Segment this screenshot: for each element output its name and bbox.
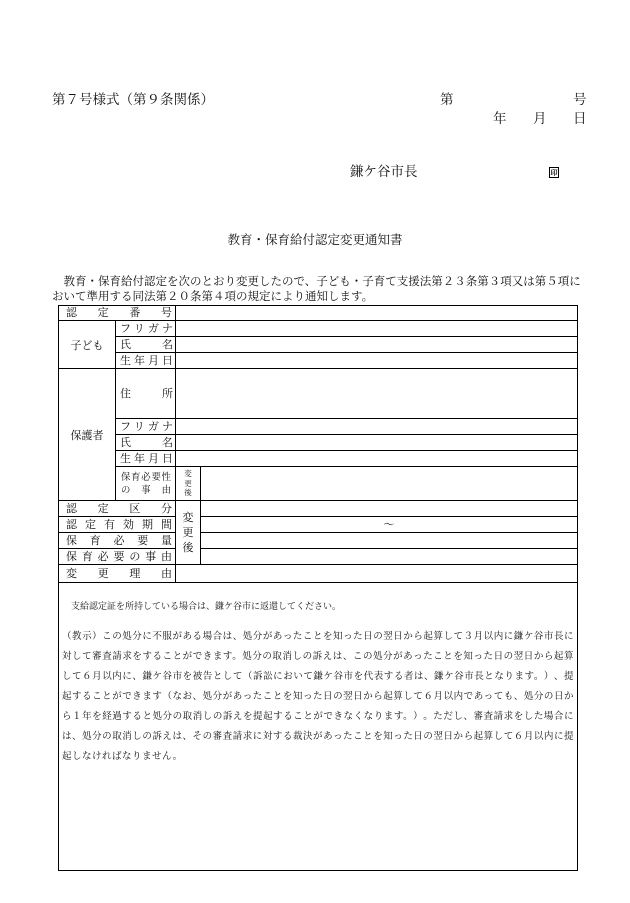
certification-category-label: 認定区分 [59,501,175,516]
validity-period-value: ～ [201,517,577,532]
document-number-prefix: 第 [440,92,454,108]
guardian-birthdate-label: 生年月日 [116,451,175,466]
care-necessity-reason-value [201,467,577,500]
intro-paragraph: 教育・保育給付認定を次のとおり変更したので、子ども・子育て支援法第２３条第３項又は第５項において準用する同法第２０条第４項の規定により通知します。 [52,274,581,303]
child-furigana-value [176,321,577,336]
guardian-birthdate-value [176,451,577,466]
after-change-label: 変更後 [182,511,194,554]
child-birthdate-value [176,353,577,368]
guardian-address-value [176,369,577,418]
guardian-address-label: 住所 [116,369,175,418]
child-group-label: 子ども [59,321,115,368]
issuer-name: 鎌ケ谷市長 [350,164,418,180]
seal-icon: 印 [550,168,558,177]
child-name-label: 氏名 [116,337,175,352]
date-month: 月 [533,111,547,127]
certification-number-label: 認定番号 [59,306,175,320]
document-title: 教育・保育給付認定変更通知書 [227,232,403,247]
guardian-furigana-value [176,419,577,434]
care-reason-label: 保育必要の事由 [59,549,175,564]
notification-table [58,305,578,871]
care-amount-label: 保育必要量 [59,533,175,548]
certification-number-value [176,306,577,320]
change-reason-value [176,565,577,582]
guardian-furigana-label: フリガナ [116,419,175,434]
document-number-suffix: 号 [573,92,587,108]
guardian-name-value [176,435,577,450]
date-day: 日 [573,111,587,127]
guardian-name-label: 氏名 [116,435,175,450]
return-notice: 支給認定証を所持している場合は、鎌ケ谷市に返還してください。 [62,602,342,612]
change-reason-label: 変更理由 [59,565,175,582]
child-birthdate-label: 生年月日 [116,353,175,368]
validity-period-label: 認定有効期間 [59,517,175,532]
after-change-cell [176,501,200,564]
child-furigana-label: フリガナ [116,321,175,336]
child-name-value [176,337,577,352]
care-reason-value [201,549,577,564]
care-necessity-after-change-cell [176,467,200,500]
date-year: 年 [493,111,507,127]
notes-box [59,583,577,870]
appeal-notice: （教示）この処分に不服がある場合は、処分があったことを知った日の翌日から起算して３月以内に鎌ケ谷市長に対して審査請求をすることができます。処分の取消しの訴えは、この処分があったことを知った日の翌日から起算して６月以内に、鎌ケ谷市を被告として（訴訟において鎌ケ谷市を代表する者は、鎌ケ谷市長となります。）、提起することができます（なお、処分があったことを知った日の翌日から起算して６月以内であっても、処分の日から１年を経過すると処分の取消しの訴えを提起することができなくなります。）。ただし、審査請求をした場合には、処分の取消しの訴えは、その審査請求に対する裁決があったことを知った日の翌日から起算して６月以内に提起しなければなりません。 [62,631,574,762]
care-necessity-after-change-label: 変更後 [184,469,192,498]
certification-category-value [201,501,577,516]
form-number: 第７号様式（第９条関係） [52,92,214,108]
care-necessity-reason-label: 保育必要性の事由 [121,471,171,496]
guardian-group-label: 保護者 [59,369,115,500]
care-amount-value [201,533,577,548]
care-necessity-reason-label-cell [116,467,175,500]
